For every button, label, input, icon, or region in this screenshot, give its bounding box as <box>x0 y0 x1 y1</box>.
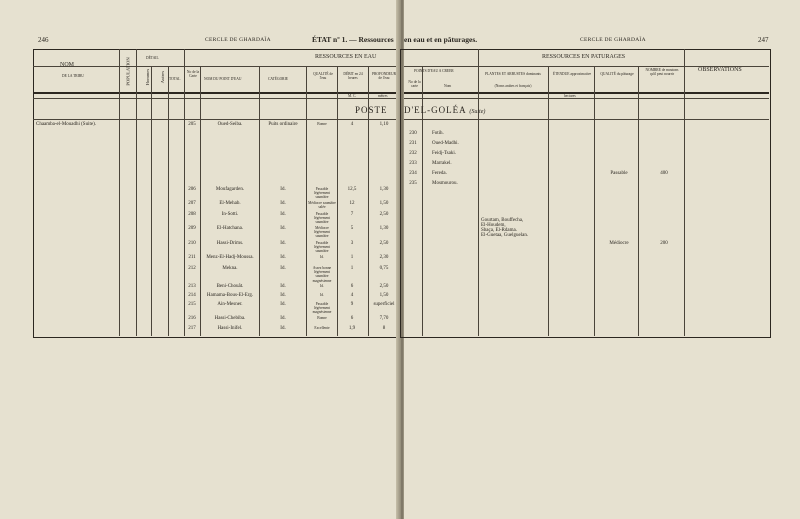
table-cell-profondeur: 2,30 <box>379 255 389 260</box>
table-cell-qualite: Passable légèrement magnésienne <box>312 302 332 315</box>
header-qualite-eau: QUALITÉ de l'eau <box>313 72 333 81</box>
table-cell-debit: 6 <box>350 316 354 321</box>
table-cell-profondeur: 1,50 <box>379 293 389 298</box>
table-cell-debit: 4 <box>350 293 354 298</box>
table-cell-qualite: Id. <box>320 284 324 288</box>
point-eau-nom: Fereda. <box>432 171 447 176</box>
header-nom: NOM <box>60 62 75 68</box>
unit-prof: mètres <box>378 94 388 98</box>
left-title: ÉTAT nº 1. — Ressources <box>312 35 394 44</box>
table-cell-profondeur: 0,75 <box>379 266 389 271</box>
header-plantes-sub: (Noms arabes et français) <box>494 84 532 88</box>
table-cell-qualite: Id. <box>320 255 324 259</box>
table-cell-profondeur: 7,70 <box>379 316 389 321</box>
point-eau-nom: Oued-Madhi. <box>432 141 459 146</box>
table-cell-no: 208 <box>188 212 196 217</box>
table-cell-qualite: Id. <box>320 293 324 297</box>
point-eau-nom: Fotih. <box>432 131 444 136</box>
table-cell-nom: Menz-El-Hadj-Moussa. <box>206 255 254 260</box>
table-cell-qualite: Bonne <box>317 122 327 126</box>
header-detail: DÉTAIL <box>146 56 159 60</box>
table-cell-no: 216 <box>188 316 196 321</box>
table-cell-categorie: Id. <box>280 201 286 206</box>
table-cell-nom: El-Hatchana. <box>216 226 244 231</box>
right-page <box>404 0 800 519</box>
table-cell-debit: 6 <box>350 284 354 289</box>
left-running-head: CERCLE DE GHARDAÏA <box>205 37 271 43</box>
table-cell-categorie: Id. <box>280 266 286 271</box>
table-cell-nom: Hassi-Drims. <box>216 241 244 246</box>
section-title-left: POSTE <box>355 105 388 115</box>
table-cell-qualite: Excellente <box>314 326 330 330</box>
table-cell-nom: Ain-Mesner. <box>217 302 243 307</box>
plante-line: El-Houdem, <box>481 223 506 228</box>
point-eau-no: 231 <box>409 141 417 146</box>
header-observations: OBSERVATIONS <box>698 67 742 73</box>
table-cell-nom: Hassi-Chebiba. <box>214 316 246 321</box>
table-cell-profondeur: 8 <box>382 326 386 331</box>
table-cell-categorie: Puits ordinaire <box>268 122 298 127</box>
header-categorie: CATÉGORIE <box>268 77 288 81</box>
section-title-right <box>404 105 485 115</box>
header-ressources-eau: RESSOURCES EN EAU <box>315 54 377 60</box>
right-page-number: 247 <box>758 36 769 44</box>
point-eau-nom: Feidj-Tsaki. <box>432 151 456 156</box>
table-cell-categorie: Id. <box>280 326 286 331</box>
table-cell-no: 215 <box>188 302 196 307</box>
pat-qualite-1: Passable <box>610 171 628 176</box>
header-nombre: NOMBRE de moutons qu'il peut nourrir <box>645 68 679 77</box>
plante-line: Gourtam, Bouffecha, <box>481 218 524 223</box>
header-qualite-pat: QUALITÉ du pâturage <box>600 72 634 76</box>
unit-etendue: hectares <box>564 94 576 98</box>
table-cell-nom: Beni-Chouât. <box>216 284 244 289</box>
table-cell-debit: 5 <box>350 226 354 231</box>
table-cell-debit: 9 <box>350 302 354 307</box>
table-cell-profondeur: 1,30 <box>379 226 389 231</box>
point-eau-no: 234 <box>409 171 417 176</box>
header-points-eau: POINTS D'EAU A CREER <box>414 69 454 73</box>
section-suite: (Suite) <box>469 109 486 115</box>
header-pe-no: No de la carte <box>408 80 421 89</box>
section-title-right-text: D'EL-GOLÉA <box>404 105 467 115</box>
header-debit: DÉBIT en 24 heures <box>343 72 363 81</box>
point-eau-nom: Marrakel. <box>432 161 452 166</box>
table-cell-nom: In-Sotti. <box>221 212 239 217</box>
table-cell-debit: 7 <box>350 212 354 217</box>
table-cell-debit: 1,9 <box>348 326 356 331</box>
plante-line: Sbaça, El-Rdama. <box>481 228 517 233</box>
table-cell-nom: Hamama-Bous-El-Erg. <box>206 293 254 298</box>
table-cell-qualite: Médiocre légèrement saumâtre <box>314 226 330 239</box>
table-cell-no: 210 <box>188 241 196 246</box>
table-cell-debit: 12,5 <box>347 187 357 192</box>
header-ressources-pat: RESSOURCES EN PATURAGES <box>542 54 626 60</box>
table-cell-categorie: Id. <box>280 284 286 289</box>
plante-line: El-Guetaa, Guelguelan. <box>481 233 529 238</box>
table-cell-categorie: Id. <box>280 241 286 246</box>
table-cell-qualite: Médiocre saumâtre salée <box>308 201 336 210</box>
table-cell-no: 217 <box>188 326 196 331</box>
table-cell-no: 206 <box>188 187 196 192</box>
pat-nombre-2: 200 <box>660 241 668 246</box>
header-no-carte: No de la Carte <box>186 70 200 79</box>
right-title: en eau et en pâturages. <box>404 35 478 44</box>
header-plantes: PLANTES ET ARBUSTES dominants <box>485 72 541 76</box>
table-cell-categorie: Id. <box>280 302 286 307</box>
header-autres: Autres <box>159 70 165 84</box>
table-cell-categorie: Id. <box>280 316 286 321</box>
table-cell-no: 211 <box>188 255 196 260</box>
table-cell-nom: Mekna. <box>222 266 238 271</box>
table-cell-nom: Oued-Seiba. <box>217 122 243 127</box>
header-total: TOTAL <box>169 77 181 81</box>
table-cell-debit: 12 <box>349 201 355 206</box>
header-hommes: Hommes <box>144 68 150 86</box>
table-cell-no: 205 <box>188 122 196 127</box>
pat-nombre-1: 400 <box>660 171 668 176</box>
table-cell-debit: 3 <box>350 241 354 246</box>
table-cell-no: 212 <box>188 266 196 271</box>
header-etendue: ÉTENDUE approximative <box>552 72 592 76</box>
point-eau-no: 233 <box>409 161 417 166</box>
table-cell-no: 214 <box>188 293 196 298</box>
table-cell-categorie: Id. <box>280 226 286 231</box>
table-cell-nom: El-Mehab. <box>219 201 241 206</box>
header-nom-sub: DE LA TRIBU <box>62 74 84 78</box>
table-cell-categorie: Id. <box>280 255 286 260</box>
right-running-head: CERCLE DE GHARDAÏA <box>580 37 646 43</box>
table-cell-debit: 1 <box>350 255 354 260</box>
table-cell-no: 209 <box>188 226 196 231</box>
table-cell-profondeur: 1,10 <box>379 122 389 127</box>
table-cell-profondeur: superficiel <box>373 302 395 307</box>
point-eau-no: 230 <box>409 131 417 136</box>
table-cell-qualite: Passable légèrement saumâtre <box>314 212 330 225</box>
point-eau-no: 232 <box>409 151 417 156</box>
table-cell-categorie: Id. <box>280 187 286 192</box>
pat-qualite-2: Médiocre <box>609 241 629 246</box>
table-cell-qualite: Passable légèrement saumâtre <box>314 187 330 200</box>
header-population: POPULATION <box>125 57 131 86</box>
table-cell-categorie: Id. <box>280 293 286 298</box>
header-profondeur: PROFONDEUR de l'eau <box>372 72 396 81</box>
table-cell-no: 207 <box>188 201 196 206</box>
header-nom-point: NOM DU POINT D'EAU <box>204 77 242 81</box>
table-cell-profondeur: 2,50 <box>379 212 389 217</box>
table-cell-profondeur: 1,30 <box>379 187 389 192</box>
table-cell-qualite: Assez bonne légèrement saumâtre magnésienne <box>312 266 332 283</box>
point-eau-no: 235 <box>409 181 417 186</box>
table-cell-debit: 1 <box>350 266 354 271</box>
table-cell-nom: Moufagarden. <box>215 187 245 192</box>
table-cell-profondeur: 1,50 <box>379 201 389 206</box>
table-cell-nom: Hassi-Inifel. <box>217 326 243 331</box>
table-cell-debit: 4 <box>350 122 354 127</box>
table-cell-qualite: Bonne <box>317 316 327 320</box>
tribe-name: Chaamba-el-Mouadhi (Suite). <box>36 122 96 127</box>
table-cell-qualite: Passable légèrement saumâtre <box>314 241 330 254</box>
unit-debit: M. C. <box>348 94 357 98</box>
left-page-number: 246 <box>38 36 49 44</box>
table-cell-profondeur: 2,50 <box>379 284 389 289</box>
table-cell-categorie: Id. <box>280 212 286 217</box>
point-eau-nom: Mosmourou. <box>432 181 458 186</box>
header-pe-nom: Nom <box>444 84 452 88</box>
table-cell-no: 213 <box>188 284 196 289</box>
table-cell-profondeur: 2,50 <box>379 241 389 246</box>
